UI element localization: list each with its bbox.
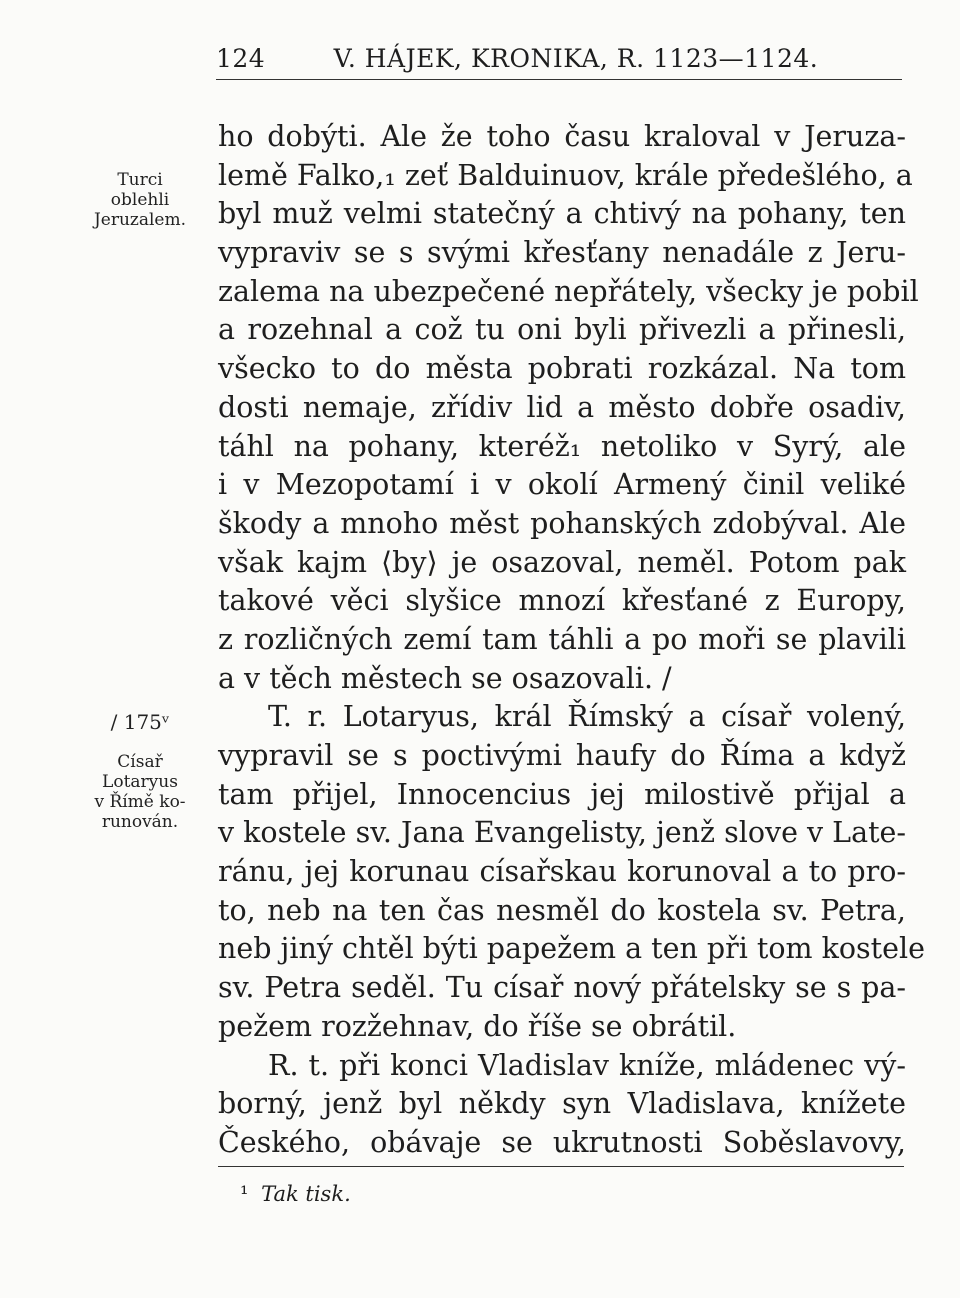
text-line: a rozehnal a což tu oni byli přivezli a přinesli, [218,313,906,347]
running-title: V. HÁJEK, KRONIKA, R. 1123—1124. [333,44,819,73]
folio-marker: / 175ᵛ [110,710,170,734]
marginal-line: oblehli [110,190,170,210]
marginal-note-turci [70,170,210,230]
text-line: lemě Falko,₁ zeť Balduinuov, krále předešlého, a [218,158,913,192]
text-line: takové věci slyšice mnozí křesťané z Europy, [218,584,906,618]
text-line: škody a mnoho měst pohanských zdobýval. Ale [218,506,906,540]
text-line: a v těch městech se osazovali. / [218,661,672,695]
text-line: Českého, obávaje se ukrutnosti Soběslavovy, [218,1125,906,1159]
text-line: ránu, jej korunau císařskau korunoval a to pro- [218,855,906,889]
text-line: všecko to do města pobrati rozkázal. Na tom [218,352,906,386]
text-line: tam přijel, Innocencius jej milostivě přijal a [218,777,906,811]
text-line: T. r. Lotaryus, král Římský a císař volený, [268,700,906,734]
text-line: neb jiný chtěl býti papežem a ten při tom kostele [218,932,925,966]
text-line: vypraviv se s svými křesťany nenadále z Jeru- [218,236,906,270]
text-line: to, neb na ten čas nesměl do kostela sv. Petra, [218,893,906,927]
text-line: borný, jenž byl někdy syn Vladislava, knížete [218,1087,906,1121]
text-line: z rozličných zemí tam táhli a po moři se plavili [218,622,906,656]
text-line: byl muž velmi statečný a chtivý na pohany, ten [218,197,906,231]
footnote [240,1182,351,1206]
page-number: 124 [216,44,266,73]
main-text [218,118,925,1163]
footnote-text: Tak tisk. [261,1182,351,1206]
footnote-marker: ¹ [240,1182,249,1206]
text-line: vypravil se s poctivými haufy do Říma a když [218,739,906,772]
marginal-line: Turci [117,170,163,190]
text-line: R. t. při konci Vladislav kníže, mládenec vý- [268,1048,906,1082]
text-line: dosti nemaje, zřídiv lid a město dobře osadiv, [218,390,906,424]
text-line: pežem rozžehnav, do říše se obrátil. [218,1009,737,1043]
marginal-note-lotaryus [70,752,210,832]
marginal-line: Jeruzalem. [93,210,187,230]
text-line: zalema na ubezpečené nepřátely, všecky je pobil [218,274,919,308]
text-line: ho dobýti. Ale že toho času kraloval v Jeruza- [218,120,906,153]
text-line: táhl na pohany, kteréž₁ netoliko v Syrý, ale [218,429,906,463]
marginal-line: v Římě ko- [94,792,186,812]
text-line: sv. Petra seděl. Tu císař nový přátelsky se s pa- [218,971,906,1005]
text-line: i v Mezopotamí i v okolí Armený činil veliké [218,468,906,502]
text-line: však kajm ⟨by⟩ je osazoval, neměl. Potom pak [218,545,906,579]
marginal-line: Lotaryus [102,772,178,792]
text-line: v kostele sv. Jana Evangelisty, jenž slove v Late- [218,816,907,850]
marginal-line: Císař [117,752,163,772]
running-header [216,44,902,80]
marginal-line: runován. [101,812,179,832]
footnote-divider [218,1166,904,1167]
